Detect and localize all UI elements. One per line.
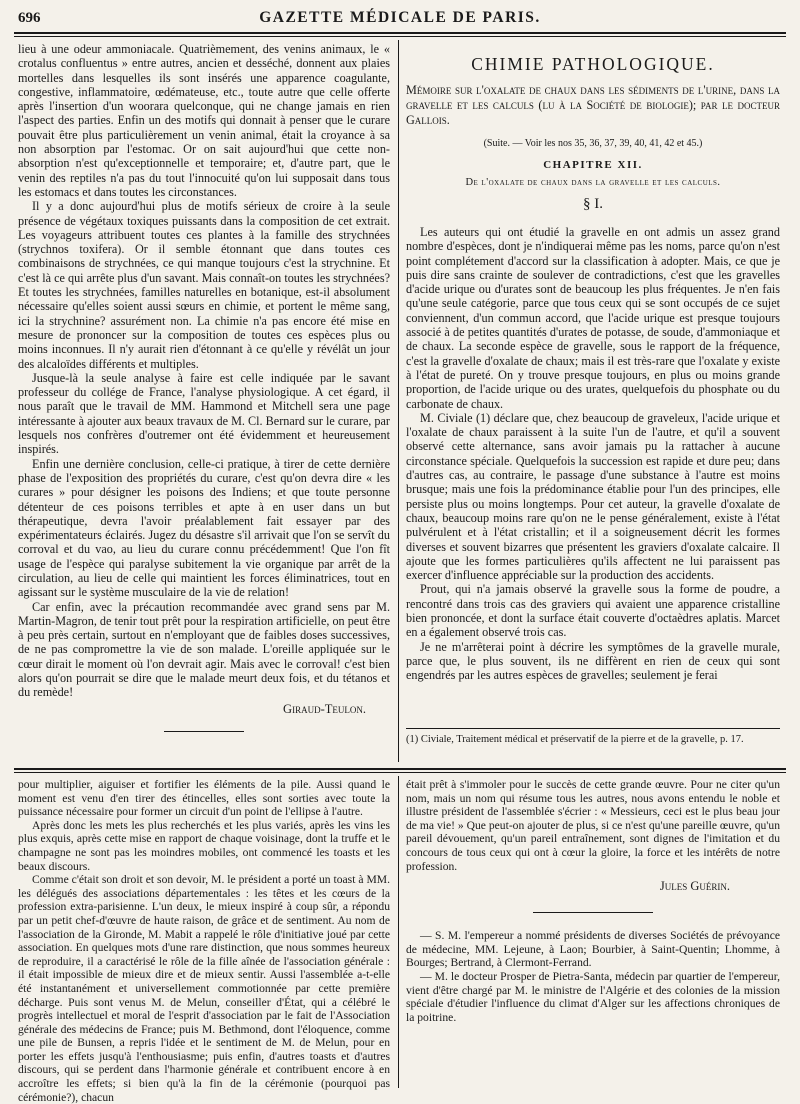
page-number: 696 [18, 10, 41, 26]
bottom-left-paragraph: pour multiplier, aiguiser et fortifier les éléments de la pile. Aussi quand le moment est venu d'en tirer des étincelles, elles sont sorties avec toute la puissance nécessaire pour former un circuit d'un point de l'ellipse à l'autre. [18, 778, 390, 819]
right-article [406, 42, 780, 762]
left-paragraph: Jusque-là la seule analyse à faire est celle indiquée par le savant professeur du collége de France, l'analyse physiologique. A cet égard, il nous paraît que le travail de MM. Hammond et Mitchell sera une page intéressante à ajouter aux beaux travaux de M. Cl. Bernard sur le curare, par lesquels nos confrères d'outremer ont été évidemment et heureusement inspirés. [18, 370, 390, 457]
continuation-note: (Suite. — Voir les nos 35, 36, 37, 39, 40, 41, 42 et 45.) [483, 138, 703, 149]
footnote: (1) Civiale, Traitement médical et préservatif de la pierre et de la gravelle, p. 17. [406, 734, 744, 745]
section-number: § I. [583, 196, 603, 212]
left-paragraph: Car enfin, avec la précaution recommandée avec grand sens par M. Martin-Magron, de tenir tout prêt pour la respiration artificielle, on peut être à peu près certain, surtout en n'employant que de faibles doses successives, de ne pas compromettre la vie de son malade. L'oreille appliquée sur le cœur dirait le moment où l'on devrait agir. Mais avec le corroval! c'est bien alors qu'on pourrait se dire que le malade meurt deux fois, et du tétanos et du remède! [18, 599, 390, 700]
column-divider [398, 40, 399, 762]
journal-title: GAZETTE MÉDICALE DE PARIS. [259, 9, 541, 26]
right-paragraph: Je ne m'arrêterai point à décrire les symptômes de la gravelle murale, parce que, le plus souvent, ils ne diffèrent en rien de ceux qui sont engendrés par les autres espèces de gravelles; seulement je ferai [406, 639, 780, 683]
article-signature: Giraud-Teulon. [283, 701, 366, 716]
right-paragraph: M. Civiale (1) déclare que, chez beaucoup de graveleux, l'acide urique et l'oxalate de chaux paraissent à la suite l'un de l'autre, et qu'il a souvent observé cette alternance, sans avoir jamais pu la rattacher à aucune circonstance spéciale. Quelquefois la succession est rapide et dure peu; dans d'autres cas, au contraire, le passage d'une substance à l'autre est moins brusque; mais une fois la prédominance établie pour l'un des principes, elle persiste plus ou moins longtemps. Pour cet auteur, la gravelle d'oxalate de chaux, beaucoup moins rare qu'on ne le pense généralement, existe à l'état pulvérulent et à l'état cristallin; et il a soigneusement décrit les formes diverses et souvent bizarres que présentent les graviers d'oxalate calcaire. Il ajoute que les formes particulières qu'ils affectent ne lui paraissent pas exercer d'influence appréciable sur la production des accidents. [406, 410, 780, 583]
bottom-left-article [18, 778, 390, 1104]
news-item: — S. M. l'empereur a nommé présidents de diverses Sociétés de prévoyance de médecine, MM. Lejeune, à Laon; Bourbier, à Saint-Quentin; Lhomme, à Bourges; Bertrand, à Clermont-Ferrand. [406, 929, 780, 970]
section-title: CHIMIE PATHOLOGIQUE. [471, 54, 715, 74]
left-paragraph: lieu à une odeur ammoniacale. Quatrièmement, des venins animaux, le « crotalus confluentus » entre autres, ancien et desséché, donnent aux plaies mortelles dans lesquelles ils sont insérés une apparence coagulante, congestive, inflammatoire, œdémateuse, etc., toute autre que celle offerte après l'insertion d'un woorara quelconque, qui ne change jamais en rien l'aspect des parties. Enfin un des motifs qui donnait à penser que le curare pouvait être plus particulièrement un venin animal, était la croyance à sa non absorption par l'estomac. Or on sait aujourd'hui que cette non-absorption n'est qu'exceptionnelle et temporaire; et, d'autre part, que le venin des reptiles n'a pas du tout l'innocuité qu'on lui supposait dans tous les estomacs et dans toutes les circonstances. [18, 42, 390, 199]
memoir-title: Mémoire sur l'oxalate de chaux dans les sédiments de l'urine, dans la gravelle et les calculs (lu à la Société de biologie); par le docteur Gallois. [406, 83, 780, 127]
chapter-subtitle: De l'oxalate de chaux dans la gravelle et les calculs. [465, 177, 721, 188]
news-item: — M. le docteur Prosper de Pietra-Santa, médecin par quartier de l'empereur, vient d'être chargé par M. le ministre de l'Algérie et des colonies de la mission spéciale d'étudier l'influence du climat d'Alger sur les affections chroniques de la poitrine. [406, 969, 780, 1024]
bottom-right-paragraph: était prêt à s'immoler pour le succès de cette grande œuvre. Pour ne citer qu'un nom, mais un nom qui résume tous les autres, nous avons entendu le noble et illustre président de l'assemblée s'écrier : « Messieurs, ceci est le plus beau jour de ma vie! » Que peut-on ajouter de plus, si ce n'est qu'une pareille œuvre, qu'un pareil dévouement, qu'un pareil entraînement, sont dignes de l'imitation et du concours de tous ceux qui ont à cœur la gloire, la force et les intérêts de notre profession. [406, 778, 780, 873]
left-paragraph: Enfin une dernière conclusion, celle-ci pratique, à tirer de cette dernière phase de l'exposition des propriétés du curare, c'est qu'on devra dire « les curares » pour désigner les poisons des Indiens; et que toute personne détenteur de ces poisons terribles et apte à en user dans un but thérapeutique, devra l'avoir préalablement fait essayer par des expérimentateurs éclairés. Jugez du désastre s'il arrivait que l'on se servît du corroval et du vao, au lieu du curare connu précédemment! Que l'on fît usage de l'espèce qui paralyse subitement la vie organique par arrêt de la circulation, au lieu de celle qui maintient les forces éliminatrices, tout en agissant sur le système musculaire de la vie de relation! [18, 456, 390, 600]
left-paragraph: Il y a donc aujourd'hui plus de motifs sérieux de croire à la seule présence de végétaux toxiques puissants dans la composition de cet extrait. Les voyageurs attribuent toutes ces plantes à la famille des strychnées (strychnos toxifera). Or il semble étonnant que dans toutes ces combinaisons de strychnées, ce qui manque toujours c'est la strychnine. Et c'est là ce qui arrête plus d'un savant. Mais connaît-on toutes les strychnées? Et toutes les strychnées, familles naturelles en botanique, est-il absolument nécessaire qu'elles soient aussi sœurs en chimie, et portent le même sang, ici la strychnine? assurément non. La chimie n'a pas encore été mise en mesure de prononcer sur la composition de toutes ces espèces plus ou moins inconnues. Il n'y aurait rien d'étonnant à ce qu'elle y révélât un jour des alcaloïdes différents et multiples. [18, 199, 390, 371]
column-divider-lower [398, 776, 399, 1088]
chapter-heading: CHAPITRE XII. [543, 159, 643, 171]
section-divider-thin [14, 772, 786, 773]
section-divider [14, 768, 786, 770]
right-paragraph: Prout, qui n'a jamais observé la gravelle sous la forme de poudre, a rencontré dans trois cas des graviers qui avaient une apparence cristalline bien prononcée, et dont la surface était couverte d'octaèdres aplatis. Marcet en a également observé trois cas. [406, 582, 780, 640]
footnote-block [406, 733, 780, 763]
header-rule [14, 32, 786, 34]
bottom-left-paragraph: Après donc les mets les plus recherchés et les plus variés, après les vins les plus exquis, après cette mise en rapport de chaque voisinage, dont la truffe et le champagne ne sont pas les moindres mobiles, ont commencé les toasts et les beaux discours. [18, 818, 390, 873]
article-signature-2: Jules Guérin. [659, 879, 730, 894]
bottom-left-paragraph: Comme c'était son droit et son devoir, M. le président a porté un toast à MM. les délégués des associations départementales : les têtes et les cœurs de la profession extra-parisienne. L'un deux, le mieux inspiré à coup sûr, a répondu par un petit chef-d'œuvre de haute raison, de grâce et de sentiment. Au nom de l'association de la Gironde, M. Mabit a rappelé le rôle d'initiative joué par cette association. En quelques mots d'une rare distinction, que nous sommes heureux de reproduire, il a caractérisé le rôle de la fille aînée de l'association générale : il était impossible de mieux dire et de mieux sentir. Aussi l'assemblée a-t-elle été instantanément et universellement commotionnée par cette première décharge. Puis sont venus M. de Melun, conseiller d'État, qui a célébré le progrès intellectuel et moral de l'esprit d'association par le fait de l'Association générale des médecins de France; puis M. Bethmond, dont l'éloquence, comme une pile de Bunsen, a repris l'idée et le sentiment de M. de Melun, pour en porter les effets jusqu'à l'enthousiasme; puis enfin, d'autres toasts et d'autres discours, qui se perdent dans l'harmonie générale et contribuent encore à en accroître les effets; si bien qu'à la fin de la cérémonie (pourquoi pas cérémonie?), chacun [18, 873, 390, 1104]
footnote-rule [406, 728, 780, 729]
article-end-rule [164, 731, 244, 732]
header-rule-thin [14, 36, 786, 37]
left-article [18, 42, 390, 752]
right-paragraph: Les auteurs qui ont étudié la gravelle en ont admis un assez grand nombre d'espèces, dont je n'indiquerai même pas les noms, parce qu'on n'est point complétement d'accord sur la classification à adopter. Mais, ce que je puis dire sans crainte de soulever de contradictions, c'est que les gravelles d'acide urique ou d'urates sont de beaucoup les plus fréquentes. Je n'en fais qu'une seule catégorie, parce que tous ceux qui se sont occupés de ce sujet conviennent, d'un commun accord, que l'acide urique est presque toujours associé à de petites quantités d'urates de potasse, de soude, d'ammoniaque et de chaux. La seconde espèce de gravelle, sous le rapport de la fréquence, c'est la gravelle d'oxalate de chaux; mais il est très-rare que l'oxalate y existe à l'état de pureté. On y trouve presque toujours, en plus ou moins grande proportion, de l'acide urique ou des urates, quelquefois du phosphate ou du carbonate de chaux. [406, 225, 780, 411]
bottom-right-article [406, 778, 780, 1088]
